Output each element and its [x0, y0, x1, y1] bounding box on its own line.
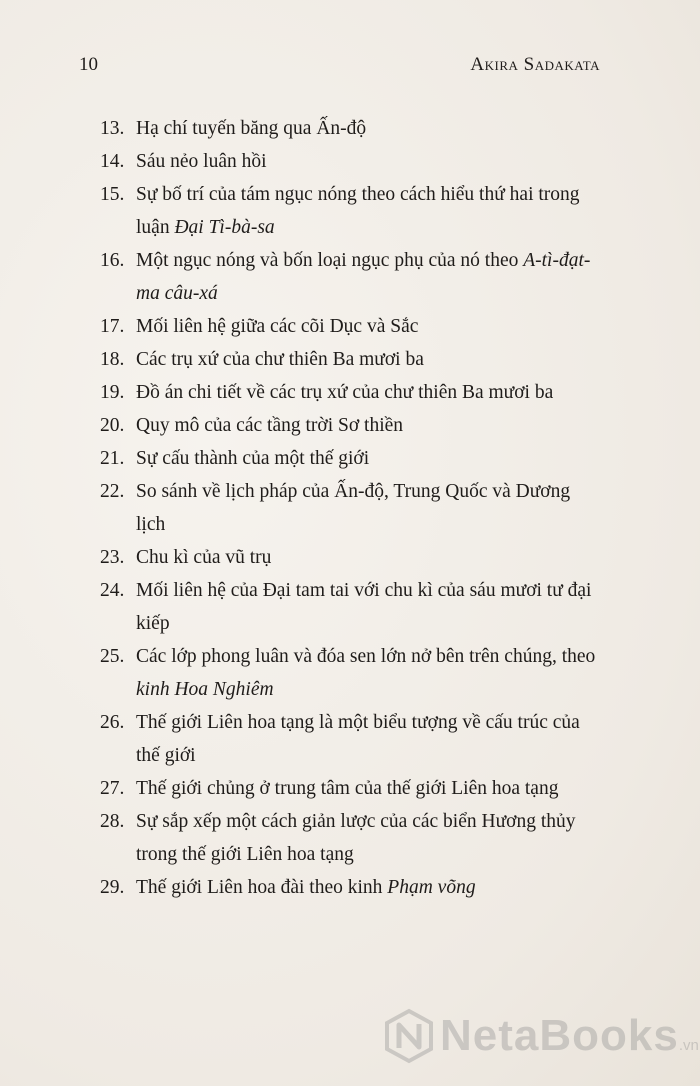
- item-title: [136, 442, 601, 475]
- item-title: [136, 112, 601, 145]
- item-number: 29.: [100, 877, 125, 898]
- list-item: [0, 310, 700, 343]
- item-number: 17.: [100, 316, 125, 337]
- item-title: [136, 178, 601, 244]
- watermark: [384, 1006, 699, 1066]
- item-title: [136, 541, 601, 574]
- item-title: [136, 409, 601, 442]
- list-item: [0, 772, 700, 805]
- list-item: [0, 706, 700, 772]
- item-number: 13.: [100, 118, 125, 139]
- list-item: [0, 805, 700, 871]
- figure-list: [0, 112, 700, 904]
- list-item: [0, 244, 700, 310]
- item-title: [136, 145, 601, 178]
- item-title-segment: Các trụ xứ của chư thiên Ba mươi ba: [136, 349, 424, 370]
- item-number: 20.: [100, 415, 125, 436]
- item-number: 19.: [100, 382, 125, 403]
- item-title-italic: A-tì-đạt-ma câu-xá: [136, 250, 591, 304]
- list-item: [0, 541, 700, 574]
- list-item: [0, 475, 700, 541]
- list-item: [0, 178, 700, 244]
- item-title-segment: Một ngục nóng và bốn loại ngục phụ của nó theo: [136, 250, 524, 271]
- list-item: [0, 112, 700, 145]
- list-item: [0, 574, 700, 640]
- item-title: [136, 805, 601, 871]
- item-title: [136, 343, 601, 376]
- list-item: [0, 442, 700, 475]
- netabooks-logo-icon: [384, 1008, 434, 1064]
- list-item: [0, 640, 700, 706]
- item-number: 14.: [100, 151, 125, 172]
- item-number: 25.: [100, 646, 125, 667]
- item-title-segment: Sáu nẻo luân hồi: [136, 151, 267, 172]
- item-title-segment: Hạ chí tuyến băng qua Ấn-độ: [136, 118, 367, 139]
- item-title: [136, 244, 601, 310]
- list-item: [0, 376, 700, 409]
- item-title-segment: Sự sắp xếp một cách giản lược của các biển Hương thủy trong thế giới Liên hoa tạng: [136, 811, 576, 865]
- item-title-italic: kinh Hoa Nghiêm: [136, 679, 274, 700]
- item-number: 28.: [100, 811, 125, 832]
- item-title: [136, 574, 601, 640]
- item-title-segment: Chu kì của vũ trụ: [136, 547, 272, 568]
- item-title-segment: Đồ án chi tiết về các trụ xứ của chư thiên Ba mươi ba: [136, 382, 554, 403]
- item-title: [136, 772, 601, 805]
- item-title: [136, 376, 601, 409]
- item-number: 18.: [100, 349, 125, 370]
- item-number: 22.: [100, 481, 125, 502]
- item-number: 21.: [100, 448, 125, 469]
- item-number: 16.: [100, 250, 125, 271]
- item-title-segment: Thế giới chủng ở trung tâm của thế giới Liên hoa tạng: [136, 778, 559, 799]
- item-number: 27.: [100, 778, 125, 799]
- list-item: [0, 871, 700, 904]
- item-title-italic: Đại Tì-bà-sa: [174, 217, 275, 238]
- item-number: 24.: [100, 580, 125, 601]
- watermark-suffix: .vn: [678, 1037, 699, 1054]
- item-number: 23.: [100, 547, 125, 568]
- item-title-segment: Mối liên hệ của Đại tam tai với chu kì của sáu mươi tư đại kiếp: [136, 580, 592, 634]
- item-number: 26.: [100, 712, 125, 733]
- item-title-segment: Thế giới Liên hoa tạng là một biểu tượng về cấu trúc của thế giới: [136, 712, 580, 766]
- item-title-segment: So sánh về lịch pháp của Ấn-độ, Trung Quốc và Dương lịch: [136, 481, 571, 535]
- watermark-brand: NetaBooks: [440, 1011, 679, 1060]
- running-head: Akira Sadakata: [470, 54, 600, 75]
- item-title-segment: Sự cấu thành của một thế giới: [136, 448, 370, 469]
- item-number: 15.: [100, 184, 125, 205]
- list-item: [0, 409, 700, 442]
- item-title: [136, 475, 601, 541]
- page-number: 10: [79, 54, 98, 75]
- item-title-segment: Sự bố trí của tám ngục nóng theo cách hiểu thứ hai trong luận: [136, 184, 580, 238]
- list-item: [0, 145, 700, 178]
- item-title: [136, 640, 601, 706]
- list-item: [0, 343, 700, 376]
- item-title: [136, 310, 601, 343]
- item-title-segment: Mối liên hệ giữa các cõi Dục và Sắc: [136, 316, 419, 337]
- item-title-segment: Quy mô của các tầng trời Sơ thiền: [136, 415, 404, 436]
- item-title-segment: Thế giới Liên hoa đài theo kinh: [136, 877, 388, 898]
- item-title-italic: Phạm võng: [387, 877, 476, 898]
- item-title: [136, 706, 601, 772]
- item-title: [136, 871, 601, 904]
- item-title-segment: Các lớp phong luân và đóa sen lớn nở bên trên chúng, theo: [136, 646, 596, 667]
